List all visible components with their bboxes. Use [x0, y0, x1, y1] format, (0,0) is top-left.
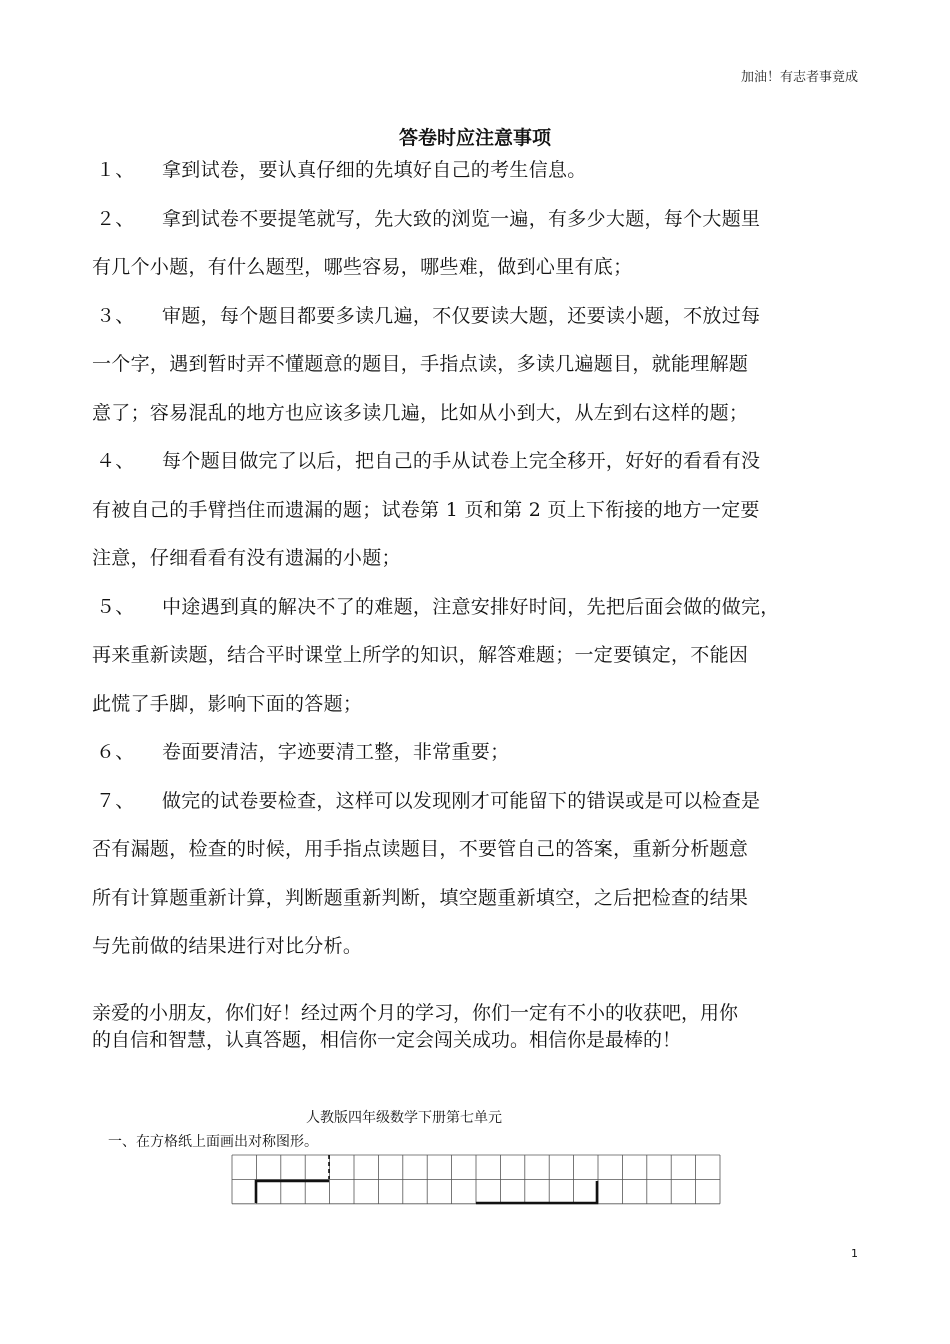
partial-shape-right — [476, 1181, 597, 1203]
note-line: 有几个小题，有什么题型，哪些容易，哪些难，做到心里有底； — [92, 256, 633, 278]
worksheet-question: 一、在方格纸上面画出对称图形。 — [108, 1134, 318, 1150]
encouragement-line: 亲爱的小朋友，你们好！经过两个月的学习，你们一定有不小的收获吧，用你 — [92, 1002, 739, 1024]
note-line: 拿到试卷，要认真仔细的先填好自己的考生信息。 — [162, 159, 587, 181]
encouragement-line: 的自信和智慧，认真答题，相信你一定会闯关成功。相信你是最棒的！ — [92, 1029, 682, 1051]
note-number: ６、 — [96, 741, 135, 763]
note-line: 否有漏题，检查的时候，用手指点读题目，不要管自己的答案，重新分析题意 — [92, 838, 749, 860]
note-item — [92, 777, 862, 971]
notes-list — [92, 146, 862, 971]
note-number: ４、 — [96, 450, 135, 472]
document-title: 答卷时应注意事项 — [398, 127, 551, 149]
grid-paper — [231, 1154, 721, 1206]
note-line: 注意，仔细看看有没有遗漏的小题； — [92, 547, 401, 569]
note-number: ３、 — [96, 304, 135, 327]
note-line: 拿到试卷不要提笔就写，先大致的浏览一遍，有多少大题，每个大题里 — [162, 207, 761, 230]
header-slogan: 加油！有志者事竟成 — [740, 70, 858, 85]
note-item — [92, 728, 862, 777]
note-line: 每个题目做完了以后，把自己的手从试卷上完全移开，好好的看看有没 — [162, 450, 761, 472]
note-number: ５、 — [96, 595, 135, 618]
partial-shape-left — [256, 1181, 329, 1203]
note-item — [92, 195, 862, 292]
encouragement-paragraph — [92, 1000, 862, 1054]
note-line: 此慌了手脚，影响下面的答题； — [92, 692, 363, 715]
note-line: 意了；容易混乱的地方也应该多读几遍，比如从小到大，从左到右这样的题； — [92, 401, 749, 424]
note-line: 中途遇到真的解决不了的难题，注意安排好时间，先把后面会做的做完， — [162, 595, 780, 618]
worksheet-subtitle: 人教版四年级数学下册第七单元 — [306, 1110, 502, 1126]
note-line: 一个字，遇到暂时弄不懂题意的题目，手指点读，多读几遍题目，就能理解题 — [92, 353, 749, 375]
note-item — [92, 583, 862, 729]
note-line: 与先前做的结果进行对比分析。 — [92, 935, 363, 957]
note-number: ７、 — [96, 789, 135, 812]
note-line: 做完的试卷要检查，这样可以发现刚才可能留下的错误或是可以检查是 — [162, 789, 761, 812]
note-item — [92, 292, 862, 438]
note-number: ２、 — [96, 207, 135, 230]
note-item — [92, 146, 862, 195]
note-line: 再来重新读题，结合平时课堂上所学的知识，解答难题；一定要镇定，不能因 — [92, 644, 749, 666]
note-line: 审题，每个题目都要多读几遍，不仅要读大题，还要读小题，不放过每 — [162, 304, 761, 327]
note-line: 卷面要清洁，字迹要清工整，非常重要； — [162, 741, 510, 763]
note-line: 所有计算题重新计算，判断题重新判断，填空题重新填空，之后把检查的结果 — [92, 886, 749, 909]
note-item — [92, 437, 862, 583]
page-number: 1 — [851, 1247, 858, 1260]
note-number: １、 — [96, 159, 135, 181]
note-line: 有被自己的手臂挡住而遗漏的题；试卷第 1 页和第 2 页上下衔接的地方一定要 — [92, 498, 760, 521]
